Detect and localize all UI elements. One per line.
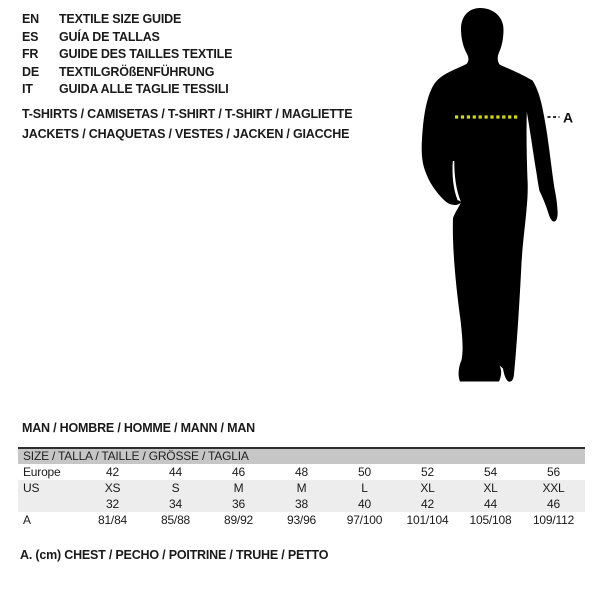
- category-tshirts: T-SHIRTS / CAMISETAS / T-SHIRT / T-SHIRT / MAGLIETTE: [22, 107, 353, 121]
- lang-label: GUÍA DE TALLAS: [59, 29, 160, 44]
- table-cell: M: [233, 481, 244, 495]
- size-table-header: SIZE / TALLA / TAILLE / GRÖSSE / TAGLIA: [18, 447, 585, 464]
- table-cell: 54: [484, 465, 497, 479]
- table-cell: 42: [421, 497, 434, 511]
- man-silhouette-svg: [415, 5, 585, 390]
- lang-row-it: [22, 81, 232, 99]
- table-cell: XL: [483, 481, 498, 495]
- lang-code: DE: [22, 64, 39, 79]
- table-cell: 42: [106, 465, 119, 479]
- row-label: Europe: [23, 465, 61, 479]
- table-cell: 52: [421, 465, 434, 479]
- table-cell: 46: [232, 465, 245, 479]
- lang-code: IT: [22, 82, 33, 97]
- table-cell: 101/104: [406, 513, 449, 527]
- lang-row-es: [22, 29, 232, 47]
- category-jackets: JACKETS / CHAQUETAS / VESTES / JACKEN / GIACCHE: [22, 126, 350, 141]
- table-row-chest-a: [18, 512, 585, 528]
- table-cell: 44: [484, 497, 497, 511]
- table-cell: 34: [169, 497, 182, 511]
- lang-row-fr: [22, 46, 232, 64]
- lang-label: TEXTILGRÖßENFÜHRUNG: [59, 64, 215, 79]
- table-cell: 44: [169, 465, 182, 479]
- lang-label: GUIDE DES TAILLES TEXTILE: [59, 47, 233, 62]
- lang-row-de: [22, 64, 232, 82]
- lang-label: GUIDA ALLE TAGLIE TESSILI: [59, 82, 229, 97]
- table-cell: 38: [295, 497, 308, 511]
- section-title-man: MAN / HOMBRE / HOMME / MANN / MAN: [22, 421, 255, 435]
- table-cell: 48: [295, 465, 308, 479]
- table-cell: 46: [547, 497, 560, 511]
- table-cell: XXL: [542, 481, 565, 495]
- row-label: [18, 496, 81, 512]
- table-cell: L: [361, 481, 368, 495]
- lang-label: TEXTILE SIZE GUIDE: [59, 12, 182, 26]
- table-cell: 85/88: [160, 513, 191, 527]
- table-cell: 56: [547, 465, 560, 479]
- language-list: [22, 11, 232, 99]
- table-row-us: [18, 480, 585, 496]
- table-cell: XL: [420, 481, 435, 495]
- table-row-europe: [18, 464, 585, 480]
- lang-code: ES: [22, 29, 39, 44]
- row-label: A: [23, 513, 31, 527]
- table-cell: 36: [232, 497, 245, 511]
- table-cell: S: [171, 481, 180, 495]
- table-cell: 105/108: [469, 513, 512, 527]
- man-figure: [415, 5, 585, 390]
- garment-categories: [22, 105, 352, 144]
- table-cell: 89/92: [223, 513, 254, 527]
- size-table: [18, 447, 585, 528]
- man-silhouette: [422, 8, 558, 382]
- lang-code: EN: [22, 12, 39, 26]
- table-cell: 93/96: [286, 513, 317, 527]
- table-cell: XS: [104, 481, 121, 495]
- table-cell: 81/84: [97, 513, 128, 527]
- lang-row-en: [22, 11, 232, 29]
- table-cell: 50: [358, 465, 371, 479]
- table-cell: 97/100: [346, 513, 383, 527]
- measurement-footnote: A. (cm) CHEST / PECHO / POITRINE / TRUHE / PETTO: [20, 548, 329, 562]
- table-cell: 109/112: [532, 513, 575, 527]
- table-cell: 40: [358, 497, 371, 511]
- measure-label-a: A: [563, 109, 573, 126]
- row-label: US: [23, 481, 40, 495]
- table-row-us-numeric: [18, 496, 585, 512]
- table-cell: M: [296, 481, 307, 495]
- lang-code: FR: [22, 47, 39, 62]
- table-cell: 32: [106, 497, 119, 511]
